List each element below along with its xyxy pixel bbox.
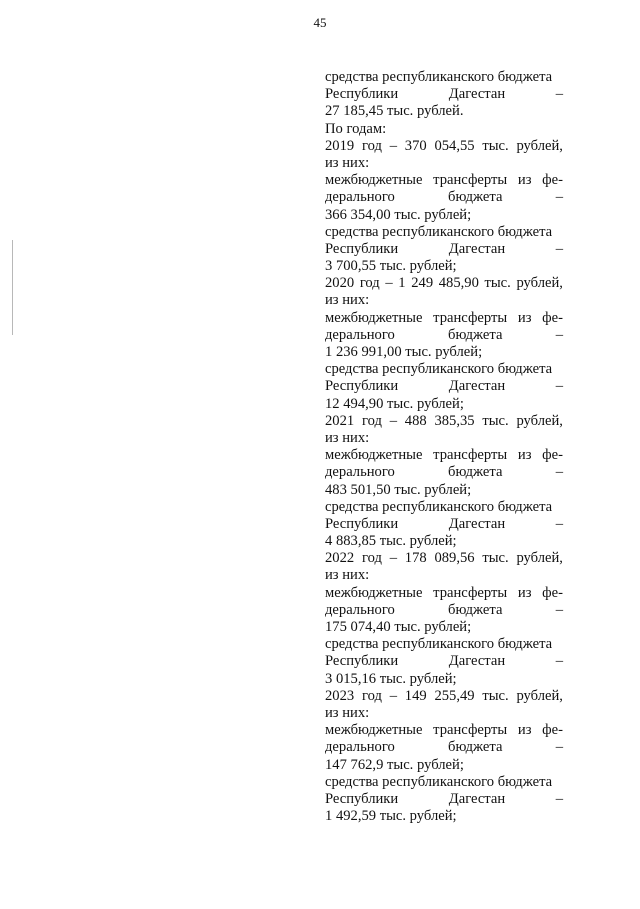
- text-line: [325, 413, 563, 430]
- text-line: [325, 138, 563, 155]
- text-word: Дагестан: [448, 378, 506, 395]
- text-word: из: [517, 309, 532, 326]
- text-line: [325, 275, 563, 292]
- text-word: –: [555, 86, 563, 103]
- text-word: 054,55: [434, 137, 475, 154]
- text-word: межбюджетные: [325, 447, 423, 464]
- text-word: трансферты: [433, 584, 508, 601]
- text-line: средства республиканского бюджета: [325, 361, 553, 378]
- text-line: 1 492,59 тыс. рублей;: [325, 808, 457, 825]
- text-word: фе-: [542, 584, 563, 601]
- text-word: –: [389, 137, 397, 154]
- document-text-column: [325, 69, 563, 825]
- text-word: 385,35: [434, 412, 475, 429]
- text-word: Дагестан: [448, 86, 506, 103]
- text-line: 4 883,85 тыс. рублей;: [325, 533, 457, 550]
- text-word: рублей,: [516, 412, 563, 429]
- text-word: Дагестан: [448, 790, 506, 807]
- text-word: –: [555, 378, 563, 395]
- text-line: [325, 550, 563, 567]
- text-line: По годам:: [325, 120, 387, 137]
- text-line: 175 074,40 тыс. рублей;: [325, 619, 472, 635]
- text-line: средства республиканского бюджета: [325, 223, 553, 240]
- text-word: Дагестан: [448, 515, 506, 532]
- text-word: –: [555, 653, 563, 670]
- text-word: из: [517, 447, 532, 464]
- text-word: 178: [404, 550, 427, 567]
- text-word: Республики: [325, 653, 399, 670]
- text-line: [325, 585, 563, 602]
- text-word: тыс.: [482, 137, 509, 154]
- text-word: 2023: [325, 687, 355, 704]
- text-word: трансферты: [433, 722, 508, 739]
- text-word: год: [361, 550, 382, 567]
- text-line: 27 185,45 тыс. рублей.: [325, 103, 464, 120]
- text-word: тыс.: [482, 550, 509, 567]
- text-word: –: [555, 189, 563, 206]
- text-word: бюджета: [448, 739, 503, 756]
- text-word: –: [555, 464, 563, 481]
- text-word: рублей,: [516, 687, 563, 704]
- text-line: 1 236 991,00 тыс. рублей;: [325, 344, 483, 360]
- text-word: –: [555, 790, 563, 807]
- text-word: рублей,: [516, 275, 563, 292]
- text-word: дерального: [325, 601, 395, 618]
- text-word: Дагестан: [448, 240, 506, 257]
- text-line: 12 494,90 тыс. рублей;: [325, 395, 464, 412]
- text-line: [325, 464, 563, 481]
- text-line: [325, 516, 563, 533]
- text-word: фе-: [542, 447, 563, 464]
- text-word: –: [555, 601, 563, 618]
- text-line: средства республиканского бюджета: [325, 498, 553, 515]
- text-word: 2021: [325, 412, 355, 429]
- text-line: 366 354,00 тыс. рублей;: [325, 206, 472, 223]
- text-line: [325, 722, 563, 739]
- text-word: 488: [404, 412, 427, 429]
- text-line: из них:: [325, 292, 370, 309]
- text-word: межбюджетные: [325, 584, 423, 601]
- text-word: трансферты: [433, 447, 508, 464]
- text-word: 255,49: [434, 687, 475, 704]
- text-word: Республики: [325, 515, 399, 532]
- text-line: средства республиканского бюджета: [325, 69, 553, 85]
- text-word: фе-: [542, 722, 563, 739]
- text-word: бюджета: [448, 326, 503, 343]
- text-word: 089,56: [434, 550, 475, 567]
- text-word: бюджета: [448, 189, 503, 206]
- text-word: тыс.: [482, 412, 509, 429]
- text-word: Республики: [325, 378, 399, 395]
- text-word: –: [389, 687, 397, 704]
- text-word: Республики: [325, 86, 399, 103]
- text-word: из: [517, 584, 532, 601]
- text-line: [325, 688, 563, 705]
- text-line: [325, 739, 563, 756]
- text-word: дерального: [325, 464, 395, 481]
- text-word: межбюджетные: [325, 172, 423, 189]
- text-word: 1: [398, 275, 406, 292]
- text-word: фе-: [542, 309, 563, 326]
- text-word: –: [555, 240, 563, 257]
- text-word: Республики: [325, 240, 399, 257]
- text-word: бюджета: [448, 464, 503, 481]
- text-word: бюджета: [448, 601, 503, 618]
- text-line: [325, 327, 563, 344]
- text-line: [325, 602, 563, 619]
- text-line: 483 501,50 тыс. рублей;: [325, 481, 472, 498]
- text-line: [325, 310, 563, 327]
- text-line: [325, 447, 563, 464]
- text-word: 2019: [325, 137, 355, 154]
- text-word: дерального: [325, 189, 395, 206]
- text-word: 2022: [325, 550, 355, 567]
- text-word: межбюджетные: [325, 309, 423, 326]
- text-line: [325, 653, 563, 670]
- text-word: 370: [404, 137, 427, 154]
- text-line: средства республиканского бюджета: [325, 636, 553, 653]
- text-word: межбюджетные: [325, 722, 423, 739]
- text-word: рублей,: [516, 550, 563, 567]
- text-word: –: [555, 739, 563, 756]
- text-word: тыс.: [482, 687, 509, 704]
- text-word: рублей,: [516, 137, 563, 154]
- text-line: из них:: [325, 567, 370, 584]
- text-line: из них:: [325, 704, 370, 721]
- text-word: трансферты: [433, 309, 508, 326]
- text-word: из: [517, 722, 532, 739]
- text-word: 249: [411, 275, 434, 292]
- text-line: [325, 172, 563, 189]
- text-word: –: [385, 275, 393, 292]
- text-line: 3 015,16 тыс. рублей;: [325, 670, 457, 687]
- text-word: 485,90: [438, 275, 479, 292]
- text-line: 3 700,55 тыс. рублей;: [325, 258, 457, 275]
- scan-edge-mark: [12, 240, 13, 335]
- text-line: 147 762,9 тыс. рублей;: [325, 756, 464, 773]
- text-word: Республики: [325, 790, 399, 807]
- text-word: –: [555, 515, 563, 532]
- text-word: фе-: [542, 172, 563, 189]
- text-word: дерального: [325, 739, 395, 756]
- text-line: [325, 189, 563, 206]
- text-word: дерального: [325, 326, 395, 343]
- text-word: 149: [404, 687, 427, 704]
- text-word: год: [359, 275, 380, 292]
- text-line: [325, 791, 563, 808]
- text-line: [325, 86, 563, 103]
- text-line: [325, 241, 563, 258]
- text-line: средства республиканского бюджета: [325, 773, 553, 790]
- text-word: год: [361, 412, 382, 429]
- page-number: 45: [313, 15, 327, 30]
- text-word: –: [555, 326, 563, 343]
- text-word: год: [361, 137, 382, 154]
- text-word: Дагестан: [448, 653, 506, 670]
- text-word: тыс.: [484, 275, 511, 292]
- text-word: –: [389, 412, 397, 429]
- text-line: [325, 378, 563, 395]
- text-word: трансферты: [433, 172, 508, 189]
- text-word: –: [389, 550, 397, 567]
- text-word: 2020: [325, 275, 355, 292]
- text-line: из них:: [325, 429, 370, 446]
- text-word: из: [517, 172, 532, 189]
- text-line: из них:: [325, 154, 370, 171]
- text-word: год: [361, 687, 382, 704]
